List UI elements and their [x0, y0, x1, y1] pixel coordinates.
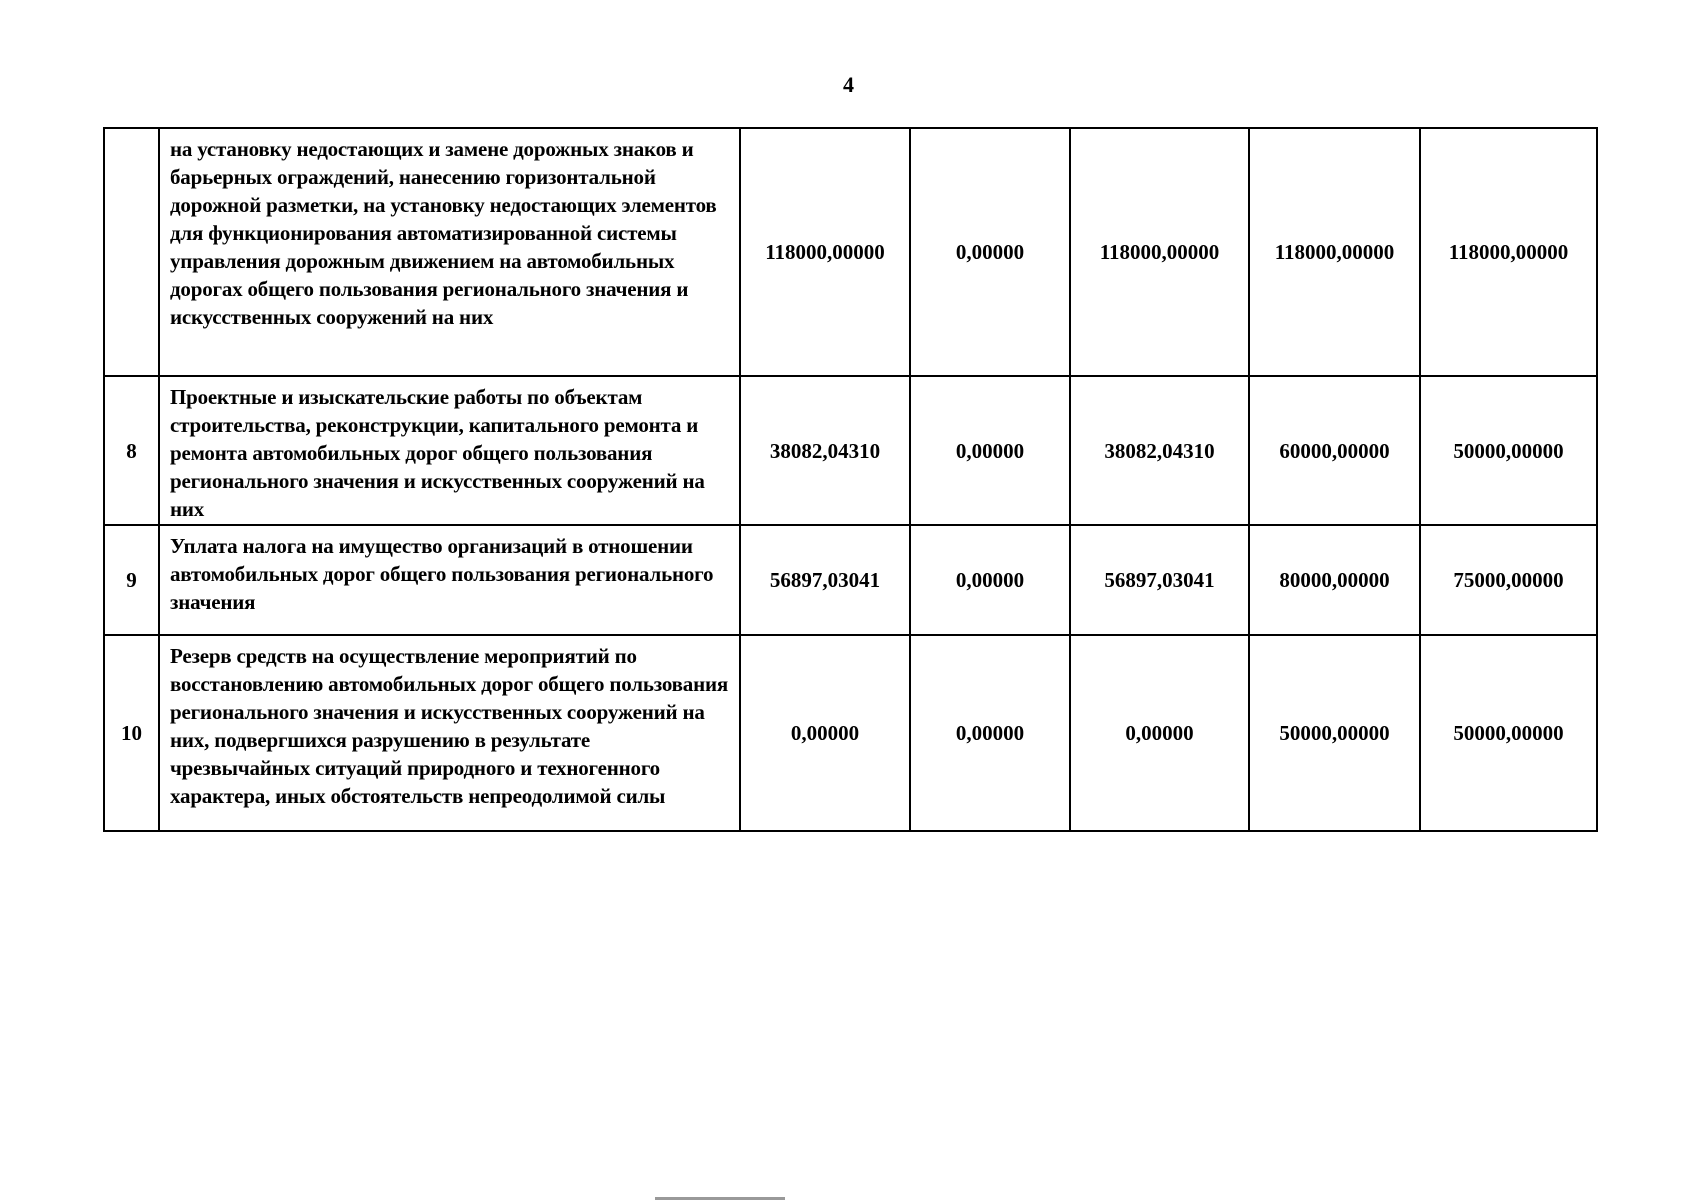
value-cell: 75000,00000	[1420, 525, 1597, 635]
row-description: Уплата налога на имущество организаций в отношении автомобильных дорог общего пользования регионального значения	[159, 525, 740, 635]
page-number: 4	[843, 72, 854, 97]
row-description: Резерв средств на осуществление мероприятий по восстановлению автомобильных дорог общего пользования регионального значения и искусственных сооружений на них, подвергшихся разрушению в результате чрезвычайных ситуаций природного и техногенного характера, иных обстоятельств непреодолимой силы	[159, 635, 740, 831]
table-row	[104, 376, 1597, 525]
row-description: на установку недостающих и замене дорожных знаков и барьерных ограждений, нанесению горизонтальной дорожной разметки, на установку недостающих элементов для функционирования автоматизированной системы управления дорожным движением на автомобильных дорогах общего пользования регионального значения и искусственных сооружений на них	[159, 128, 740, 376]
value-cell: 0,00000	[1070, 635, 1249, 831]
value-cell: 0,00000	[910, 376, 1070, 525]
value-cell: 56897,03041	[1070, 525, 1249, 635]
budget-table	[103, 127, 1598, 832]
row-number: 8	[104, 376, 159, 525]
row-description: Проектные и изыскательские работы по объектам строительства, реконструкции, капитального ремонта и ремонта автомобильных дорог общего пользования регионального значения и искусственных сооружений на них	[159, 376, 740, 525]
value-cell: 38082,04310	[1070, 376, 1249, 525]
table-row	[104, 635, 1597, 831]
value-cell: 0,00000	[910, 525, 1070, 635]
table-row	[104, 128, 1597, 376]
value-cell: 118000,00000	[1420, 128, 1597, 376]
value-cell: 0,00000	[740, 635, 910, 831]
value-cell: 50000,00000	[1420, 376, 1597, 525]
value-cell: 60000,00000	[1249, 376, 1420, 525]
row-number: 9	[104, 525, 159, 635]
value-cell: 0,00000	[910, 128, 1070, 376]
value-cell: 118000,00000	[1249, 128, 1420, 376]
table-row	[104, 525, 1597, 635]
value-cell: 118000,00000	[1070, 128, 1249, 376]
row-number	[104, 128, 159, 376]
value-cell: 38082,04310	[740, 376, 910, 525]
row-number: 10	[104, 635, 159, 831]
value-cell: 50000,00000	[1249, 635, 1420, 831]
value-cell: 118000,00000	[740, 128, 910, 376]
value-cell: 50000,00000	[1420, 635, 1597, 831]
value-cell: 56897,03041	[740, 525, 910, 635]
value-cell: 80000,00000	[1249, 525, 1420, 635]
value-cell: 0,00000	[910, 635, 1070, 831]
